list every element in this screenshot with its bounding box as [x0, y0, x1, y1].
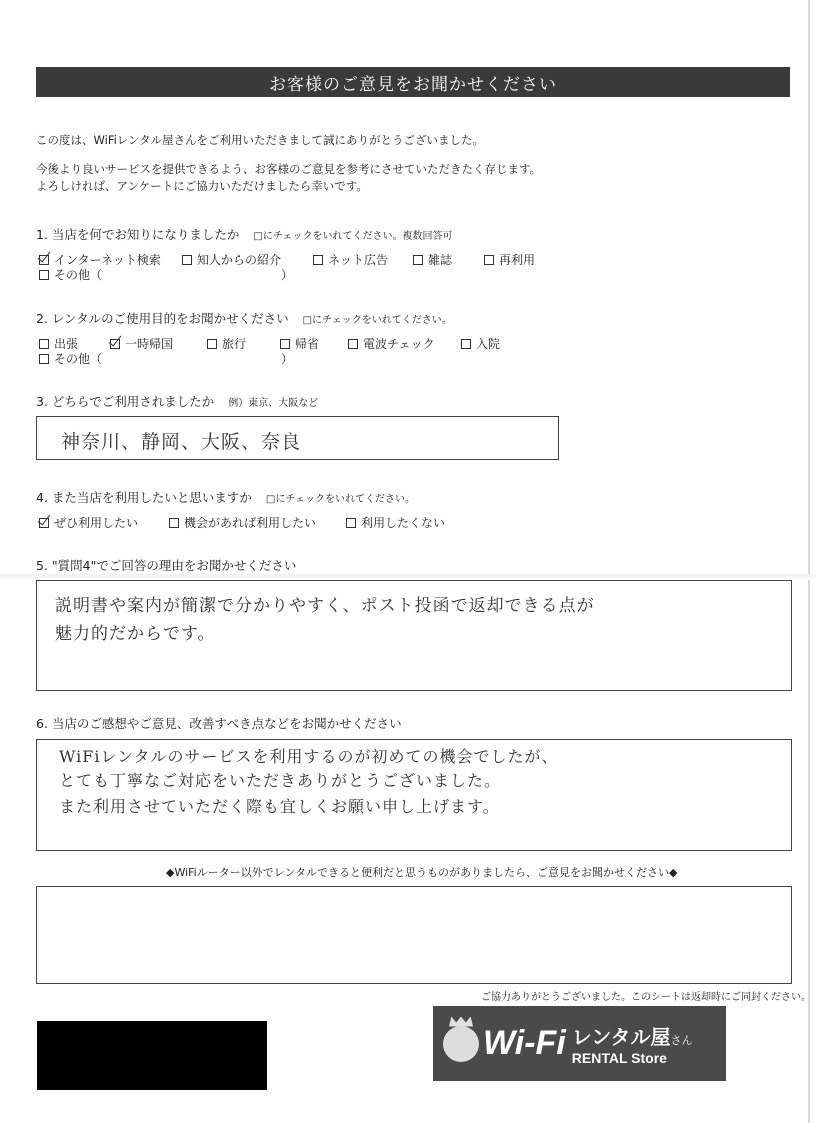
- q1-option-other[interactable]: [39, 266, 102, 283]
- option-label: ネット広告: [328, 253, 389, 267]
- q4-option-definitely[interactable]: [39, 514, 138, 531]
- q7-answer-box[interactable]: [36, 886, 792, 984]
- q4-option-if-chance[interactable]: [169, 514, 316, 531]
- q1-heading: [36, 225, 453, 243]
- option-label: その他（: [54, 268, 103, 282]
- option-label: 旅行: [222, 337, 247, 351]
- q6-answer-line-3: また利用させていただく際も宜しくお願い申し上げます。: [59, 797, 500, 816]
- q5-answer-line-2: 魅力的だからです。: [55, 624, 216, 644]
- q4-note: □にチェックをいれてください。: [265, 494, 416, 505]
- logo-jp-line: [572, 1021, 693, 1050]
- checkbox[interactable]: [484, 255, 494, 265]
- q1-option-reuse[interactable]: [484, 251, 535, 268]
- q1-option-magazine[interactable]: [413, 251, 452, 268]
- q5-answer-box[interactable]: [36, 580, 792, 691]
- survey-title: お客様のご意見をお聞かせください: [269, 74, 557, 95]
- q6-answer-line-1: WiFiレンタルのサービスを利用するのが初めての機会でしたが、: [59, 747, 559, 766]
- checkbox[interactable]: [346, 518, 356, 528]
- checkbox[interactable]: [39, 339, 49, 349]
- checkbox[interactable]: [413, 255, 423, 265]
- option-label: 再利用: [499, 253, 536, 267]
- logo-en-text: RENTAL Store: [571, 1050, 667, 1066]
- q3-note: 例）東京、大阪など: [228, 398, 319, 409]
- survey-header: [36, 67, 790, 97]
- intro-line-1: この度は、WiFiレンタル屋さんをご利用いただきまして誠にありがとうございました。: [36, 133, 485, 147]
- q4-title: 4. また当店を利用したいと思いますか: [36, 490, 252, 505]
- option-label: 一時帰国: [125, 337, 174, 351]
- q6-answer-line-2: とても丁寧なご対応をいただきありがとうございました。: [59, 771, 502, 790]
- option-label: 帰省: [295, 337, 320, 351]
- q7-title: ◆WiFiルーター以外でレンタルできると便利だと思うものがありましたら、ご意見をお聞かせください◆: [166, 866, 678, 879]
- q1-note: □にチェックをいれてください。複数回答可: [253, 231, 453, 242]
- q2-option-other[interactable]: [39, 350, 102, 367]
- q3-title: 3. どちらでご利用されましたか: [36, 394, 215, 409]
- crown-mascot-icon: [443, 1026, 479, 1062]
- option-label: その他（: [54, 352, 103, 366]
- q1-title: 1. 当店を何でお知りになりましたか: [36, 227, 240, 242]
- checkbox[interactable]: [348, 339, 358, 349]
- q2-option-signal-check[interactable]: [348, 335, 435, 352]
- option-label: 出張: [54, 337, 79, 351]
- option-label: 機会があれば利用したい: [184, 516, 317, 530]
- redacted-block: [37, 1021, 267, 1090]
- q1-option-referral[interactable]: [182, 251, 281, 268]
- option-label: ぜひ利用したい: [54, 516, 139, 530]
- logo-wifi-text: Wi-Fi: [483, 1024, 566, 1062]
- intro-line-3: よろしければ、アンケートにご協力いただけましたら幸いです。: [36, 179, 368, 193]
- q2-option-return-home[interactable]: [110, 335, 173, 352]
- checkbox[interactable]: [461, 339, 471, 349]
- logo-text-group: [572, 1021, 693, 1066]
- checkbox[interactable]: [313, 255, 323, 265]
- q2-option-hospital[interactable]: [461, 335, 500, 352]
- logo-san-text: さん: [670, 1034, 693, 1047]
- option-label: 電波チェック: [363, 337, 435, 351]
- checkbox[interactable]: [39, 354, 49, 364]
- q4-option-no[interactable]: [346, 514, 445, 531]
- company-logo: [433, 1006, 726, 1081]
- q5-title: 5. "質問4"でご回答の理由をお聞かせください: [36, 558, 297, 573]
- checkbox[interactable]: [169, 518, 179, 528]
- intro-line-2: 今後より良いサービスを提供できるよう、お客様のご意見を参考にさせていただきたく存じます。: [36, 162, 542, 176]
- q4-heading: [36, 488, 415, 506]
- q6-title: 6. 当店のご感想やご意見、改善すべき点などをお聞かせください: [36, 716, 402, 731]
- footer-thanks: ご協力ありがとうございました。このシートは返却時にご同封ください。: [481, 992, 811, 1003]
- option-label: インターネット検索: [54, 253, 161, 267]
- checkbox[interactable]: [280, 339, 290, 349]
- q3-answer-text: 神奈川、静岡、大阪、奈良: [61, 431, 302, 453]
- q1-option-net-ad[interactable]: [313, 251, 388, 268]
- option-label: 雑誌: [428, 253, 453, 267]
- q2-heading: [36, 309, 452, 327]
- checkbox[interactable]: [207, 339, 217, 349]
- checkbox[interactable]: [39, 270, 49, 280]
- q2-option-travel[interactable]: [207, 335, 246, 352]
- checkbox[interactable]: [182, 255, 192, 265]
- option-label: 入院: [476, 337, 501, 351]
- q5-answer-line-1: 説明書や案内が簡潔で分かりやすく、ポスト投函で返却できる点が: [55, 596, 595, 616]
- logo-jp-text: レンタル屋: [571, 1025, 671, 1049]
- q6-answer-box[interactable]: [36, 739, 792, 851]
- option-label: 利用したくない: [361, 516, 446, 530]
- q3-heading: [36, 392, 318, 410]
- q2-title: 2. レンタルのご使用目的をお聞かせください: [36, 311, 289, 326]
- checkbox-checked[interactable]: [39, 518, 49, 528]
- q2-other-close: ）: [281, 352, 294, 366]
- q2-note: □にチェックをいれてください。: [302, 315, 452, 326]
- checkbox-checked[interactable]: [39, 255, 49, 265]
- q1-other-close: ）: [281, 268, 294, 282]
- checkbox-checked[interactable]: [110, 339, 120, 349]
- option-label: 知人からの紹介: [197, 253, 282, 267]
- q3-answer-box[interactable]: [36, 416, 559, 460]
